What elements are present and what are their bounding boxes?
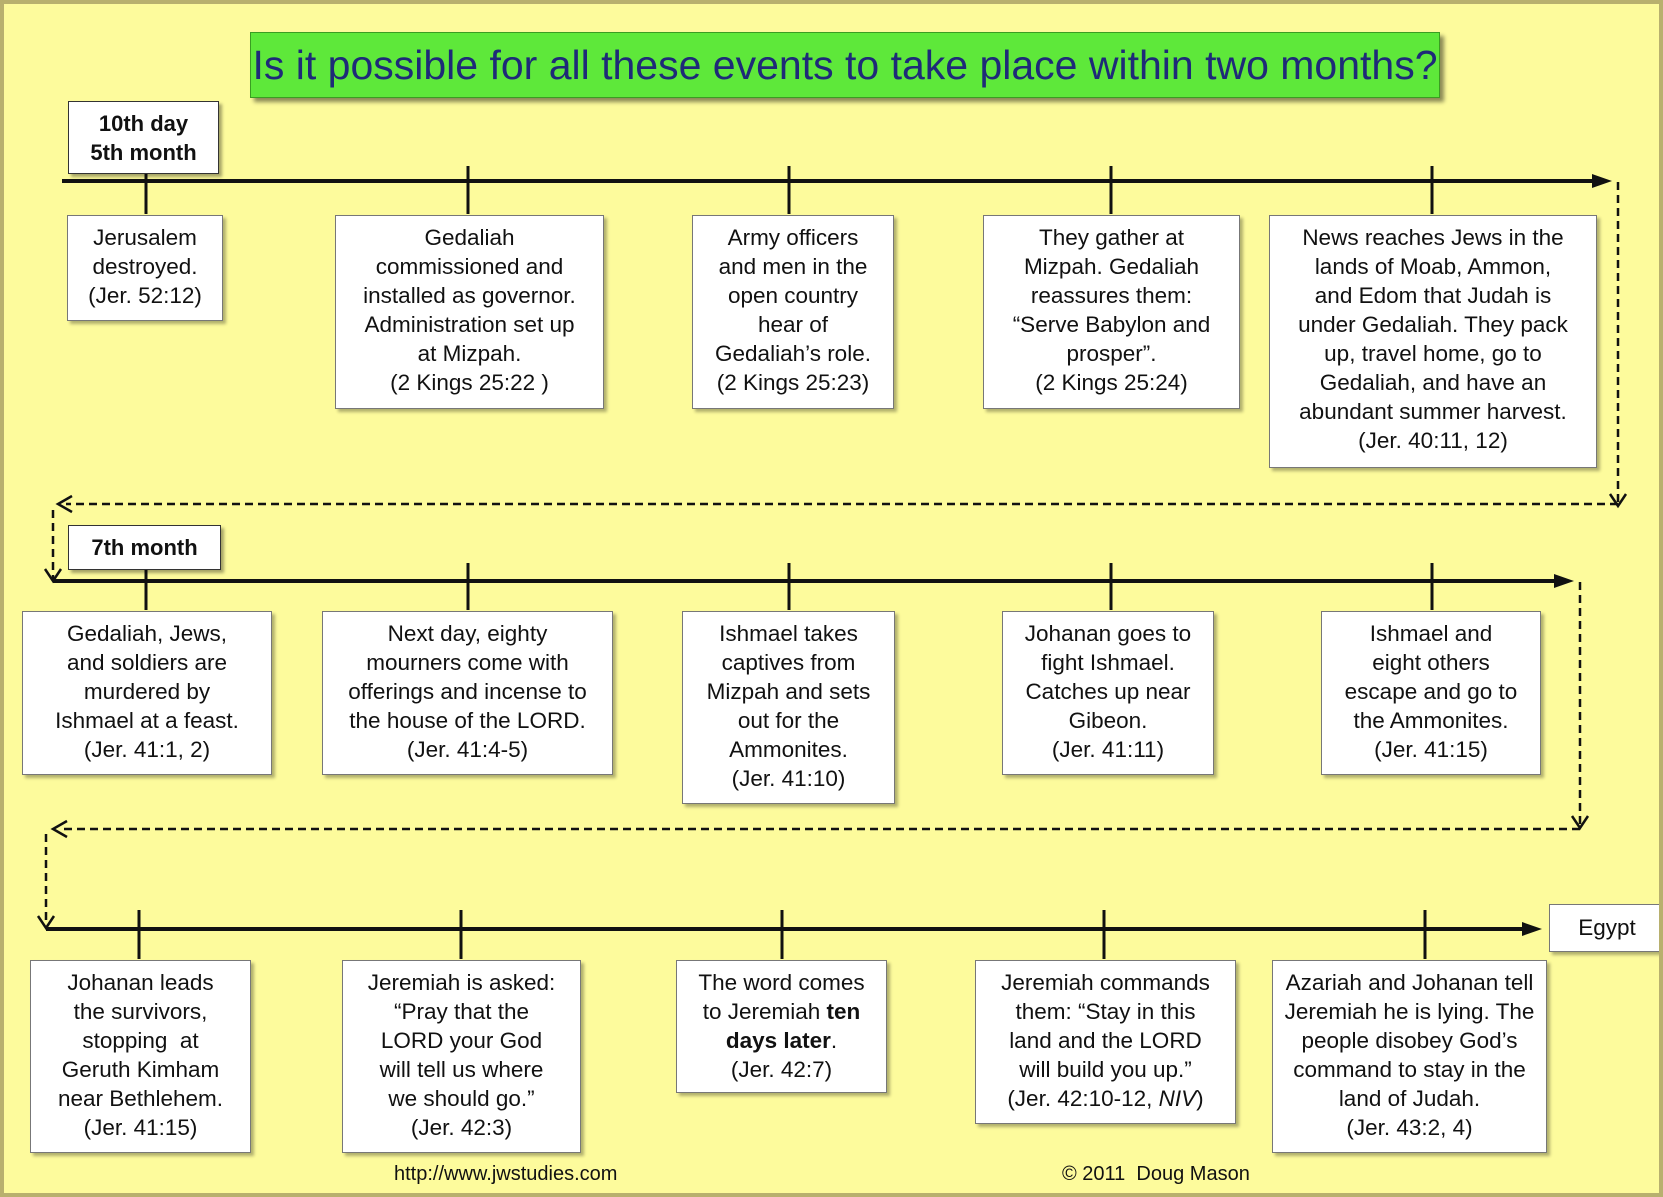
event-box — [1002, 611, 1214, 775]
event-text: captives from — [721, 650, 856, 675]
event-text: reassures them: — [1030, 283, 1193, 308]
event-text: offerings and incense to — [348, 679, 587, 704]
event-box — [22, 611, 272, 775]
event-text: them: “Stay in this — [1015, 999, 1196, 1024]
event-box — [1321, 611, 1541, 775]
row1-axis — [62, 166, 1612, 214]
event-reference: (Jer. 41:10) — [731, 766, 846, 791]
event-text-mixed — [681, 1026, 882, 1055]
event-text: Gedaliah — [424, 225, 515, 250]
event-text: out for the — [737, 708, 840, 733]
event-reference: (Jer. 41:1, 2) — [83, 737, 211, 762]
event-text: fight Ishmael. — [1041, 650, 1175, 675]
event-reference-part: (Jer. 42:10-12, — [1007, 1086, 1159, 1111]
event-text: and men in the — [718, 254, 868, 279]
event-text: and Edom that Judah is — [1314, 283, 1552, 308]
event-box — [1272, 960, 1547, 1153]
event-text: prosper”. — [1066, 341, 1157, 366]
event-box — [676, 960, 887, 1093]
event-text: lands of Moab, Ammon, — [1314, 254, 1552, 279]
event-text: murdered by — [83, 679, 211, 704]
event-text: Ishmael and — [1369, 621, 1493, 646]
event-reference — [980, 1084, 1231, 1113]
event-text: Johanan goes to — [1024, 621, 1192, 646]
event-text: Ishmael takes — [719, 621, 858, 646]
event-text: the Ammonites. — [1353, 708, 1509, 733]
event-text: Jeremiah is asked: — [367, 970, 556, 995]
footer-copyright: © 2011 Doug Mason — [1062, 1163, 1250, 1185]
event-box — [682, 611, 895, 804]
event-text: at Mizpah. — [417, 341, 522, 366]
event-reference: (Jer. 41:15) — [83, 1115, 198, 1140]
event-box — [983, 215, 1240, 409]
event-reference: (Jer. 40:11, 12) — [1358, 428, 1508, 453]
row1-month-label: 5th month — [90, 140, 197, 165]
event-emphasis: days later — [725, 1028, 831, 1053]
event-box — [67, 215, 223, 321]
event-text: Azariah and Johanan tell — [1285, 970, 1534, 995]
event-text: open country — [727, 283, 859, 308]
event-box — [322, 611, 613, 775]
event-text: Catches up near — [1025, 679, 1191, 704]
event-text: under Gedaliah. They pack — [1298, 312, 1568, 337]
event-box — [1269, 215, 1597, 468]
event-reference: (Jer. 41:15) — [1374, 737, 1488, 762]
event-text: Gedaliah, and have an — [1319, 370, 1547, 395]
row2-month-label: 7th month — [91, 535, 198, 560]
row1-day-label: 10th day — [98, 111, 189, 136]
event-text: up, travel home, go to — [1324, 341, 1542, 366]
event-text: near Bethlehem. — [57, 1086, 224, 1111]
event-box — [692, 215, 894, 409]
event-text: “Serve Babylon and — [1012, 312, 1211, 337]
event-reference: (Jer. 42:7) — [730, 1057, 833, 1082]
event-reference: (Jer. 41:11) — [1051, 737, 1165, 762]
event-text: Johanan leads — [67, 970, 214, 995]
event-text: stopping at — [82, 1028, 199, 1053]
footer-url: http://www.jwstudies.com — [394, 1163, 618, 1185]
event-text: Jerusalem — [93, 225, 197, 250]
event-text: will build you up.” — [1019, 1057, 1192, 1082]
event-text: installed as governor. — [363, 283, 576, 308]
event-reference: (Jer. 52:12) — [88, 283, 202, 308]
page-title: Is it possible for all these events to take place within two months? — [250, 32, 1440, 98]
row1-date-tag — [68, 101, 219, 174]
event-text: Jeremiah he is lying. The — [1284, 999, 1535, 1024]
event-text: land and the LORD — [1009, 1028, 1202, 1053]
event-text: Mizpah and sets — [706, 679, 871, 704]
event-text: destroyed. — [92, 254, 198, 279]
event-text: Ammonites. — [729, 737, 848, 762]
event-box — [975, 960, 1236, 1124]
event-emphasis: ten — [826, 999, 861, 1024]
event-reference: (Jer. 41:4-5) — [406, 737, 529, 762]
event-reference-italic: NIV — [1158, 1086, 1197, 1111]
event-reference-part: ) — [1196, 1086, 1204, 1111]
event-text: The word comes — [698, 970, 865, 995]
event-text: They gather at — [1038, 225, 1185, 250]
event-text: escape and go to — [1344, 679, 1518, 704]
row3-axis — [46, 910, 1542, 959]
event-text: the survivors, — [73, 999, 208, 1024]
event-text: Ishmael at a feast. — [55, 708, 239, 733]
event-text: Geruth Kimham — [61, 1057, 220, 1082]
event-text: Gedaliah, Jews, — [66, 621, 228, 646]
event-text: “Pray that the — [393, 999, 530, 1024]
event-reference: (Jer. 43:2, 4) — [1346, 1115, 1473, 1140]
event-text: will tell us where — [379, 1057, 544, 1082]
event-box — [335, 215, 604, 409]
event-reference: (2 Kings 25:24) — [1035, 370, 1188, 395]
event-text: News reaches Jews in the — [1302, 225, 1564, 250]
event-text: eight others — [1372, 650, 1490, 675]
event-text: abundant summer harvest. — [1299, 399, 1567, 424]
event-text: we should go.” — [388, 1086, 535, 1111]
event-box — [30, 960, 251, 1153]
event-text: command to stay in the — [1293, 1057, 1526, 1082]
event-text: mourners come with — [366, 650, 569, 675]
event-text: Mizpah. Gedaliah — [1023, 254, 1200, 279]
row2-month-tag — [68, 525, 221, 570]
event-text: . — [830, 1028, 838, 1053]
event-reference: (2 Kings 25:23) — [716, 370, 870, 395]
event-reference: (Jer. 42:3) — [410, 1115, 513, 1140]
event-text: land of Judah. — [1338, 1086, 1481, 1111]
event-box — [342, 960, 581, 1153]
event-text: Gibeon. — [1068, 708, 1148, 733]
event-reference: (2 Kings 25:22 ) — [390, 370, 549, 395]
event-text-mixed — [681, 997, 882, 1026]
event-text: Jeremiah commands — [1001, 970, 1210, 995]
row2-axis — [53, 563, 1574, 610]
event-text: Army officers — [727, 225, 859, 250]
event-text: LORD your God — [380, 1028, 543, 1053]
event-text: Next day, eighty — [387, 621, 548, 646]
event-text: hear of — [757, 312, 829, 337]
event-text: Administration set up — [364, 312, 575, 337]
egypt-label: Egypt — [1549, 904, 1663, 952]
event-text: to Jeremiah — [702, 999, 827, 1024]
event-text: Gedaliah’s role. — [715, 341, 871, 366]
event-text: the house of the LORD. — [349, 708, 586, 733]
event-text: commissioned and — [375, 254, 564, 279]
event-text: people disobey God’s — [1301, 1028, 1518, 1053]
event-text: and soldiers are — [66, 650, 228, 675]
